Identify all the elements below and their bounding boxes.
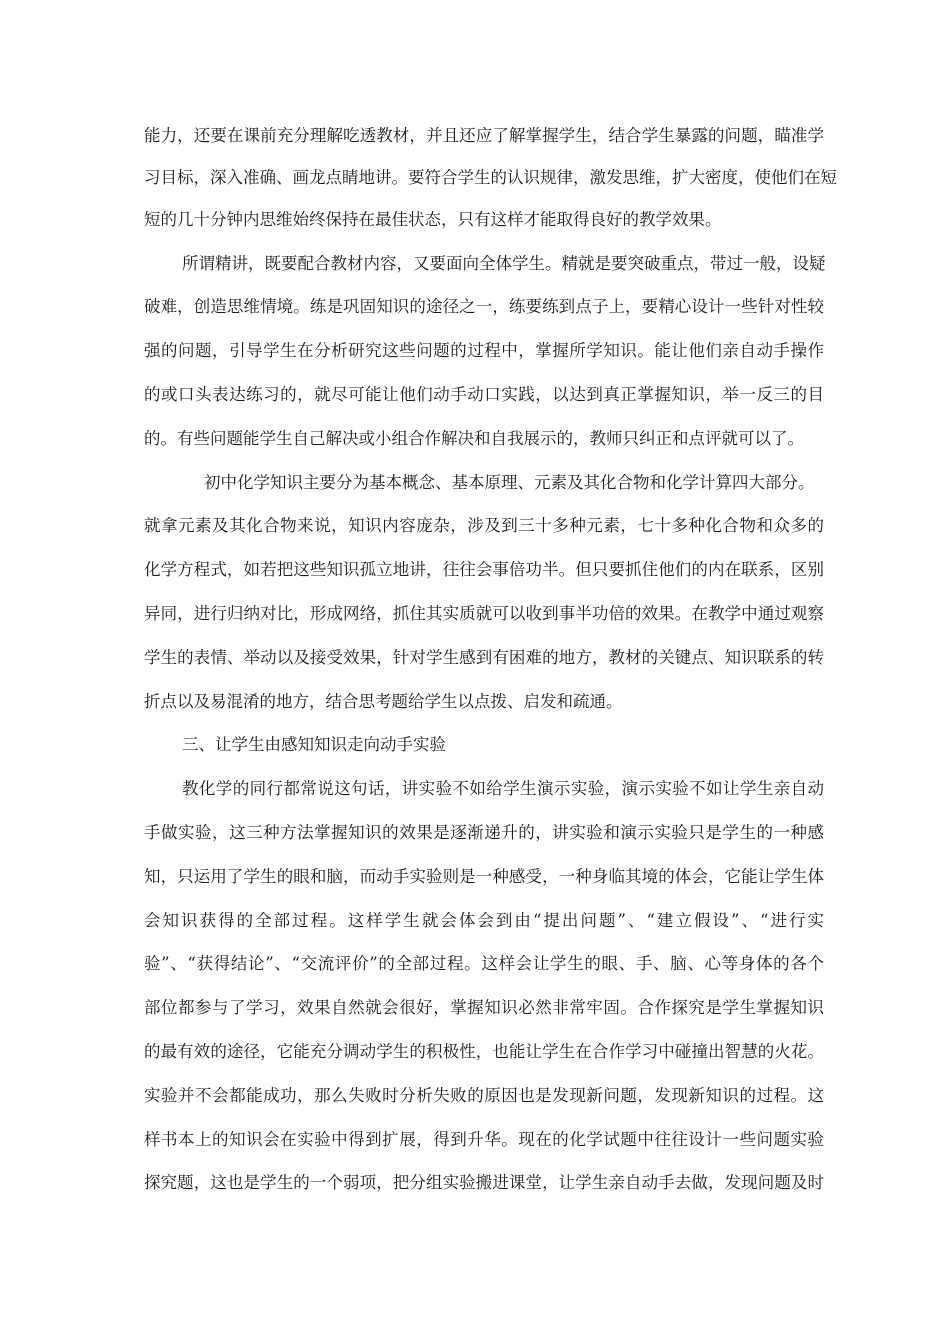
text-line-20: 验”、“获得结论”、“交流评价”的全部过程。这样会让学生的眼、手、脑、心等身体的各个 [144, 954, 824, 973]
text-line-11: 化学方程式，如若把这些知识孤立地讲，往往会事倍功半。但只要抓住他们的内在联系，区别 [144, 560, 824, 579]
text-line-10: 就拿元素及其化合物来说，知识内容庞杂，涉及到三十多种元素，七十多种化合物和众多的 [144, 516, 824, 535]
text-line-21: 部位都参与了学习，效果自然就会很好，掌握知识必然非常牢固。合作探究是学生掌握知识 [144, 998, 824, 1017]
text-line-19: 会知识获得的全部过程。这样学生就会体会到由“提出问题”、“建立假设”、“进行实 [144, 911, 824, 930]
text-line-13: 学生的表情、举动以及接受效果，针对学生感到有困难的地方，教材的关键点、知识联系的转 [144, 648, 824, 667]
text-line-17: 手做实验，这三种方法掌握知识的效果是逐渐递升的，讲实验和演示实验只是学生的一种感 [144, 823, 824, 842]
text-line-2: 习目标，深入准确、画龙点睛地讲。要符合学生的认识规律，激发思维，扩大密度，使他们在短 [144, 168, 837, 187]
text-line-25: 探究题，这也是学生的一个弱项，把分组实验搬进课堂，让学生亲自动手去做，发现问题及时 [144, 1173, 824, 1192]
text-line-9: 初中化学知识主要分为基本概念、基本原理、元素及其化合物和化学计算四大部分。 [204, 473, 815, 492]
text-line-8: 的。有些问题能学生自己解决或小组合作解决和自我展示的，教师只纠正和点评就可以了。 [144, 429, 804, 448]
text-line-12: 异同，进行归纳对比，形成网络，抓住其实质就可以收到事半功倍的效果。在教学中通过观察 [144, 604, 824, 623]
text-line-16: 教化学的同行都常说这句话，讲实验不如给学生演示实验，演示实验不如让学生亲自动 [182, 779, 824, 798]
text-line-23: 实验并不会都能成功，那么失败时分析失败的原因也是发现新问题，发现新知识的过程。这 [144, 1086, 824, 1105]
text-line-5: 破难，创造思维情境。练是巩固知识的途径之一，练要练到点子上，要精心设计一些针对性较 [144, 297, 824, 316]
text-line-6: 强的问题，引导学生在分析研究这些问题的过程中，掌握所学知识。能让他们亲自动手操作 [144, 341, 824, 360]
text-line-4: 所谓精讲，既要配合教材内容，又要面向全体学生。精就是要突破重点，带过一般，设疑 [182, 254, 826, 273]
text-line-1: 能力，还要在课前充分理解吃透教材，并且还应了解掌握学生，结合学生暴露的问题，瞄准学 [144, 126, 824, 145]
section-heading: 三、让学生由感知知识走向动手实验 [182, 735, 446, 754]
text-line-14: 折点以及易混淆的地方，结合思考题给学生以点拨、启发和疏通。 [144, 692, 623, 711]
text-line-3: 短的几十分钟内思维始终保持在最佳状态，只有这样才能取得良好的教学效果。 [144, 210, 722, 229]
text-line-7: 的或口头表达练习的，就尽可能让他们动手动口实践，以达到真正掌握知识，举一反三的目 [144, 385, 824, 404]
text-line-18: 知，只运用了学生的眼和脑，而动手实验则是一种感受，一种身临其境的体会，它能让学生体 [144, 867, 824, 886]
text-line-24: 样书本上的知识会在实验中得到扩展，得到升华。现在的化学试题中往往设计一些问题实验 [144, 1130, 824, 1149]
text-line-22: 的最有效的途径，它能充分调动学生的积极性，也能让学生在合作学习中碰撞出智慧的火花。 [144, 1042, 824, 1061]
